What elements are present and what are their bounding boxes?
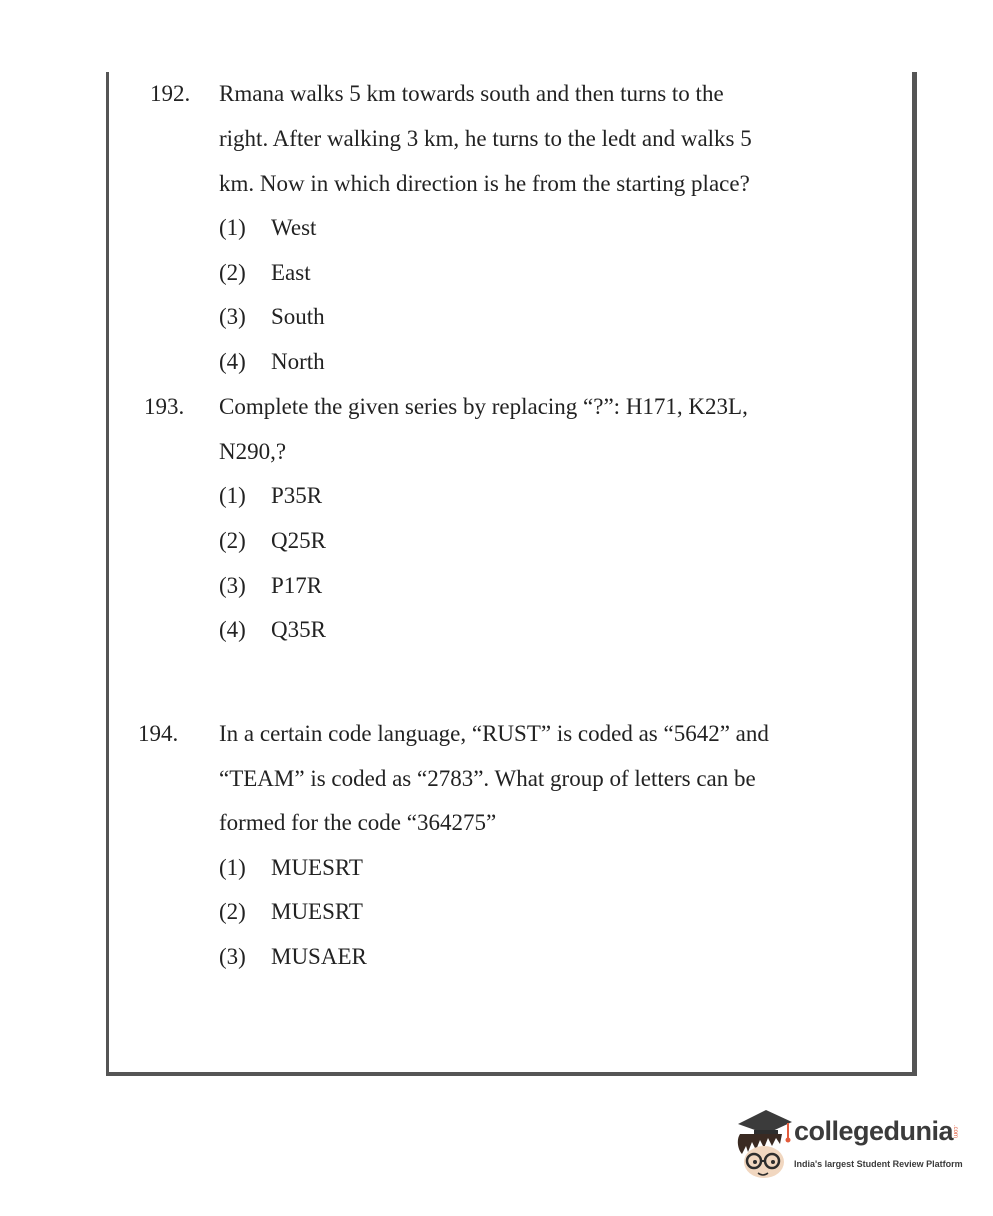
answer-option: [219, 481, 322, 511]
answer-option: [219, 213, 316, 243]
option-number: (2): [219, 899, 246, 924]
option-text: Q25R: [271, 528, 326, 553]
option-number: (4): [219, 349, 246, 374]
option-number: (4): [219, 617, 246, 642]
page-frame-right-border: [912, 72, 917, 1076]
question-text-line: right. After walking 3 km, he turns to the ledt and walks 5: [219, 126, 752, 151]
page-frame-left-border: [106, 72, 109, 1076]
option-number: (2): [219, 528, 246, 553]
question-text-line: km. Now in which direction is he from the starting place?: [219, 171, 750, 196]
question-text-line: N290,?: [219, 439, 287, 464]
logo-wordmark: collegedunia: [794, 1116, 954, 1146]
option-text: P17R: [271, 573, 323, 598]
question-text-line: formed for the code “364275”: [219, 810, 497, 835]
option-text: West: [271, 215, 317, 240]
answer-option: [219, 302, 325, 332]
option-text: East: [271, 260, 311, 285]
question-text-line: Rmana walks 5 km towards south and then turns to the: [219, 81, 724, 106]
mascot-graduate-icon: [732, 1106, 794, 1184]
option-text: P35R: [271, 483, 323, 508]
option-number: (1): [219, 483, 246, 508]
answer-option: [219, 942, 367, 972]
answer-option: [219, 526, 326, 556]
logo-tagline: India's largest Student Review Platform: [794, 1159, 963, 1169]
option-text: MUSAER: [271, 944, 367, 969]
question-number: 192.: [150, 81, 191, 106]
answer-option: [219, 615, 326, 645]
option-text: North: [271, 349, 325, 374]
option-number: (3): [219, 573, 246, 598]
option-text: MUESRT: [271, 855, 363, 880]
answer-option: [219, 897, 363, 927]
option-text: MUESRT: [271, 899, 363, 924]
option-number: (2): [219, 260, 246, 285]
logo-domain-suffix: .com: [952, 1125, 958, 1139]
collegedunia-logo: [732, 1106, 962, 1184]
question-text-line: “TEAM” is coded as “2783”. What group of letters can be: [219, 766, 756, 791]
question-number: 193.: [144, 394, 185, 419]
question-text-line: Complete the given series by replacing “?”: H171, K23L,: [219, 394, 748, 419]
option-number: (3): [219, 304, 246, 329]
option-number: (3): [219, 944, 246, 969]
option-number: (1): [219, 855, 246, 880]
answer-option: [219, 571, 322, 601]
question-number: 194.: [138, 721, 179, 746]
option-text: Q35R: [271, 617, 326, 642]
question-text-line: In a certain code language, “RUST” is coded as “5642” and: [219, 721, 769, 746]
answer-option: [219, 258, 311, 288]
answer-option: [219, 347, 325, 377]
page-frame-bottom-border: [106, 1072, 917, 1076]
option-number: (1): [219, 215, 246, 240]
option-text: South: [271, 304, 325, 329]
answer-option: [219, 853, 363, 883]
